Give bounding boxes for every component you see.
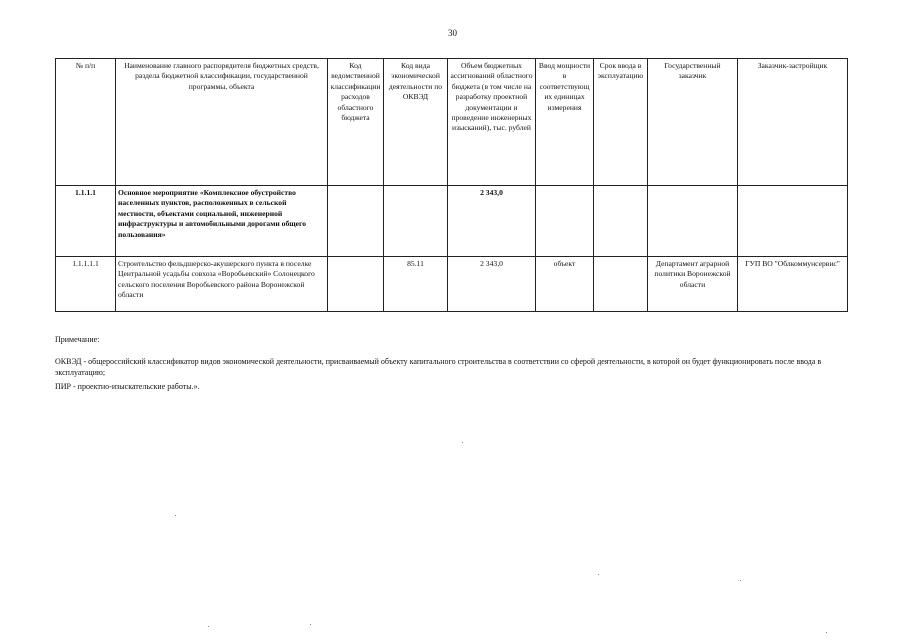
cell-developer	[738, 186, 848, 257]
cell-okved: 85.11	[384, 257, 448, 312]
scan-speck	[740, 580, 741, 581]
cell-name: Строительство фельдшерско-акушерского пункта в поселке Центральной усадьбы совхоза «Воробьевский» Солонецкого сельского поселения Воробьевского района Воронежской области	[116, 257, 328, 312]
table-row	[56, 186, 848, 257]
cell-dept-code	[328, 257, 384, 312]
header-capacity: Ввод мощности в соответствующих единицах измерения	[536, 59, 594, 186]
scan-speck	[598, 574, 599, 575]
cell-capacity	[536, 186, 594, 257]
page-number: 30	[448, 28, 457, 38]
header-dept-code: Код ведомственной классификации расходов областного бюджета	[328, 59, 384, 186]
notes-pir	[55, 381, 855, 392]
cell-capacity: объект	[536, 257, 594, 312]
scan-speck	[208, 626, 209, 627]
header-developer: Заказчик-застройщик	[738, 59, 848, 186]
header-term: Срок ввода в эксплуатацию	[594, 59, 648, 186]
cell-dept-code	[328, 186, 384, 257]
notes-okved	[55, 356, 855, 378]
table-row	[56, 257, 848, 312]
header-name: Наименование главного распорядителя бюджетных средств, раздела бюджетной классификации, государственной программы, объекта	[116, 59, 328, 186]
cell-term	[594, 186, 648, 257]
cell-customer: Департамент аграрной политики Воронежской области	[648, 257, 738, 312]
header-amount: Объем бюджетных ассигнований областного бюджета (в том числе на разработку проектной документации и проведение инженерных изысканий), тыс. рублей	[448, 59, 536, 186]
notes-pir-text: ПИР - проектно-изыскательские работы.».	[55, 382, 200, 391]
cell-name: Основное мероприятие «Комплексное обустройство населенных пунктов, расположенных в сельской местности, объектами социальной, инженерной инфраструктуры и автомобильными дорогами общего пользования»	[116, 186, 328, 257]
notes-section	[55, 334, 855, 345]
notes-title: Примечание:	[55, 335, 100, 344]
cell-okved	[384, 186, 448, 257]
cell-number: 1.1.1.1	[56, 186, 116, 257]
table-header-row	[56, 59, 848, 186]
scan-speck	[462, 442, 463, 443]
cell-developer: ГУП ВО "Облкоммунсервис"	[738, 257, 848, 312]
header-okved: Код вида экономической деятельности по ОКВЭД	[384, 59, 448, 186]
cell-amount: 2 343,0	[448, 257, 536, 312]
header-customer: Государственный заказчик	[648, 59, 738, 186]
scan-speck	[310, 624, 311, 625]
cell-number: 1.1.1.1.1	[56, 257, 116, 312]
budget-table	[55, 58, 848, 312]
scan-speck	[826, 632, 827, 633]
cell-amount: 2 343,0	[448, 186, 536, 257]
notes-okved-text: ОКВЭД - общероссийский классификатор видов экономической деятельности, присваиваемый объекту капитального строительства в соответствии со сферой деятельности, в которой он будет функционировать после ввода в эксплуатацию;	[55, 357, 822, 377]
header-number: № п/п	[56, 59, 116, 186]
cell-term	[594, 257, 648, 312]
scan-speck	[175, 515, 176, 516]
cell-customer	[648, 186, 738, 257]
